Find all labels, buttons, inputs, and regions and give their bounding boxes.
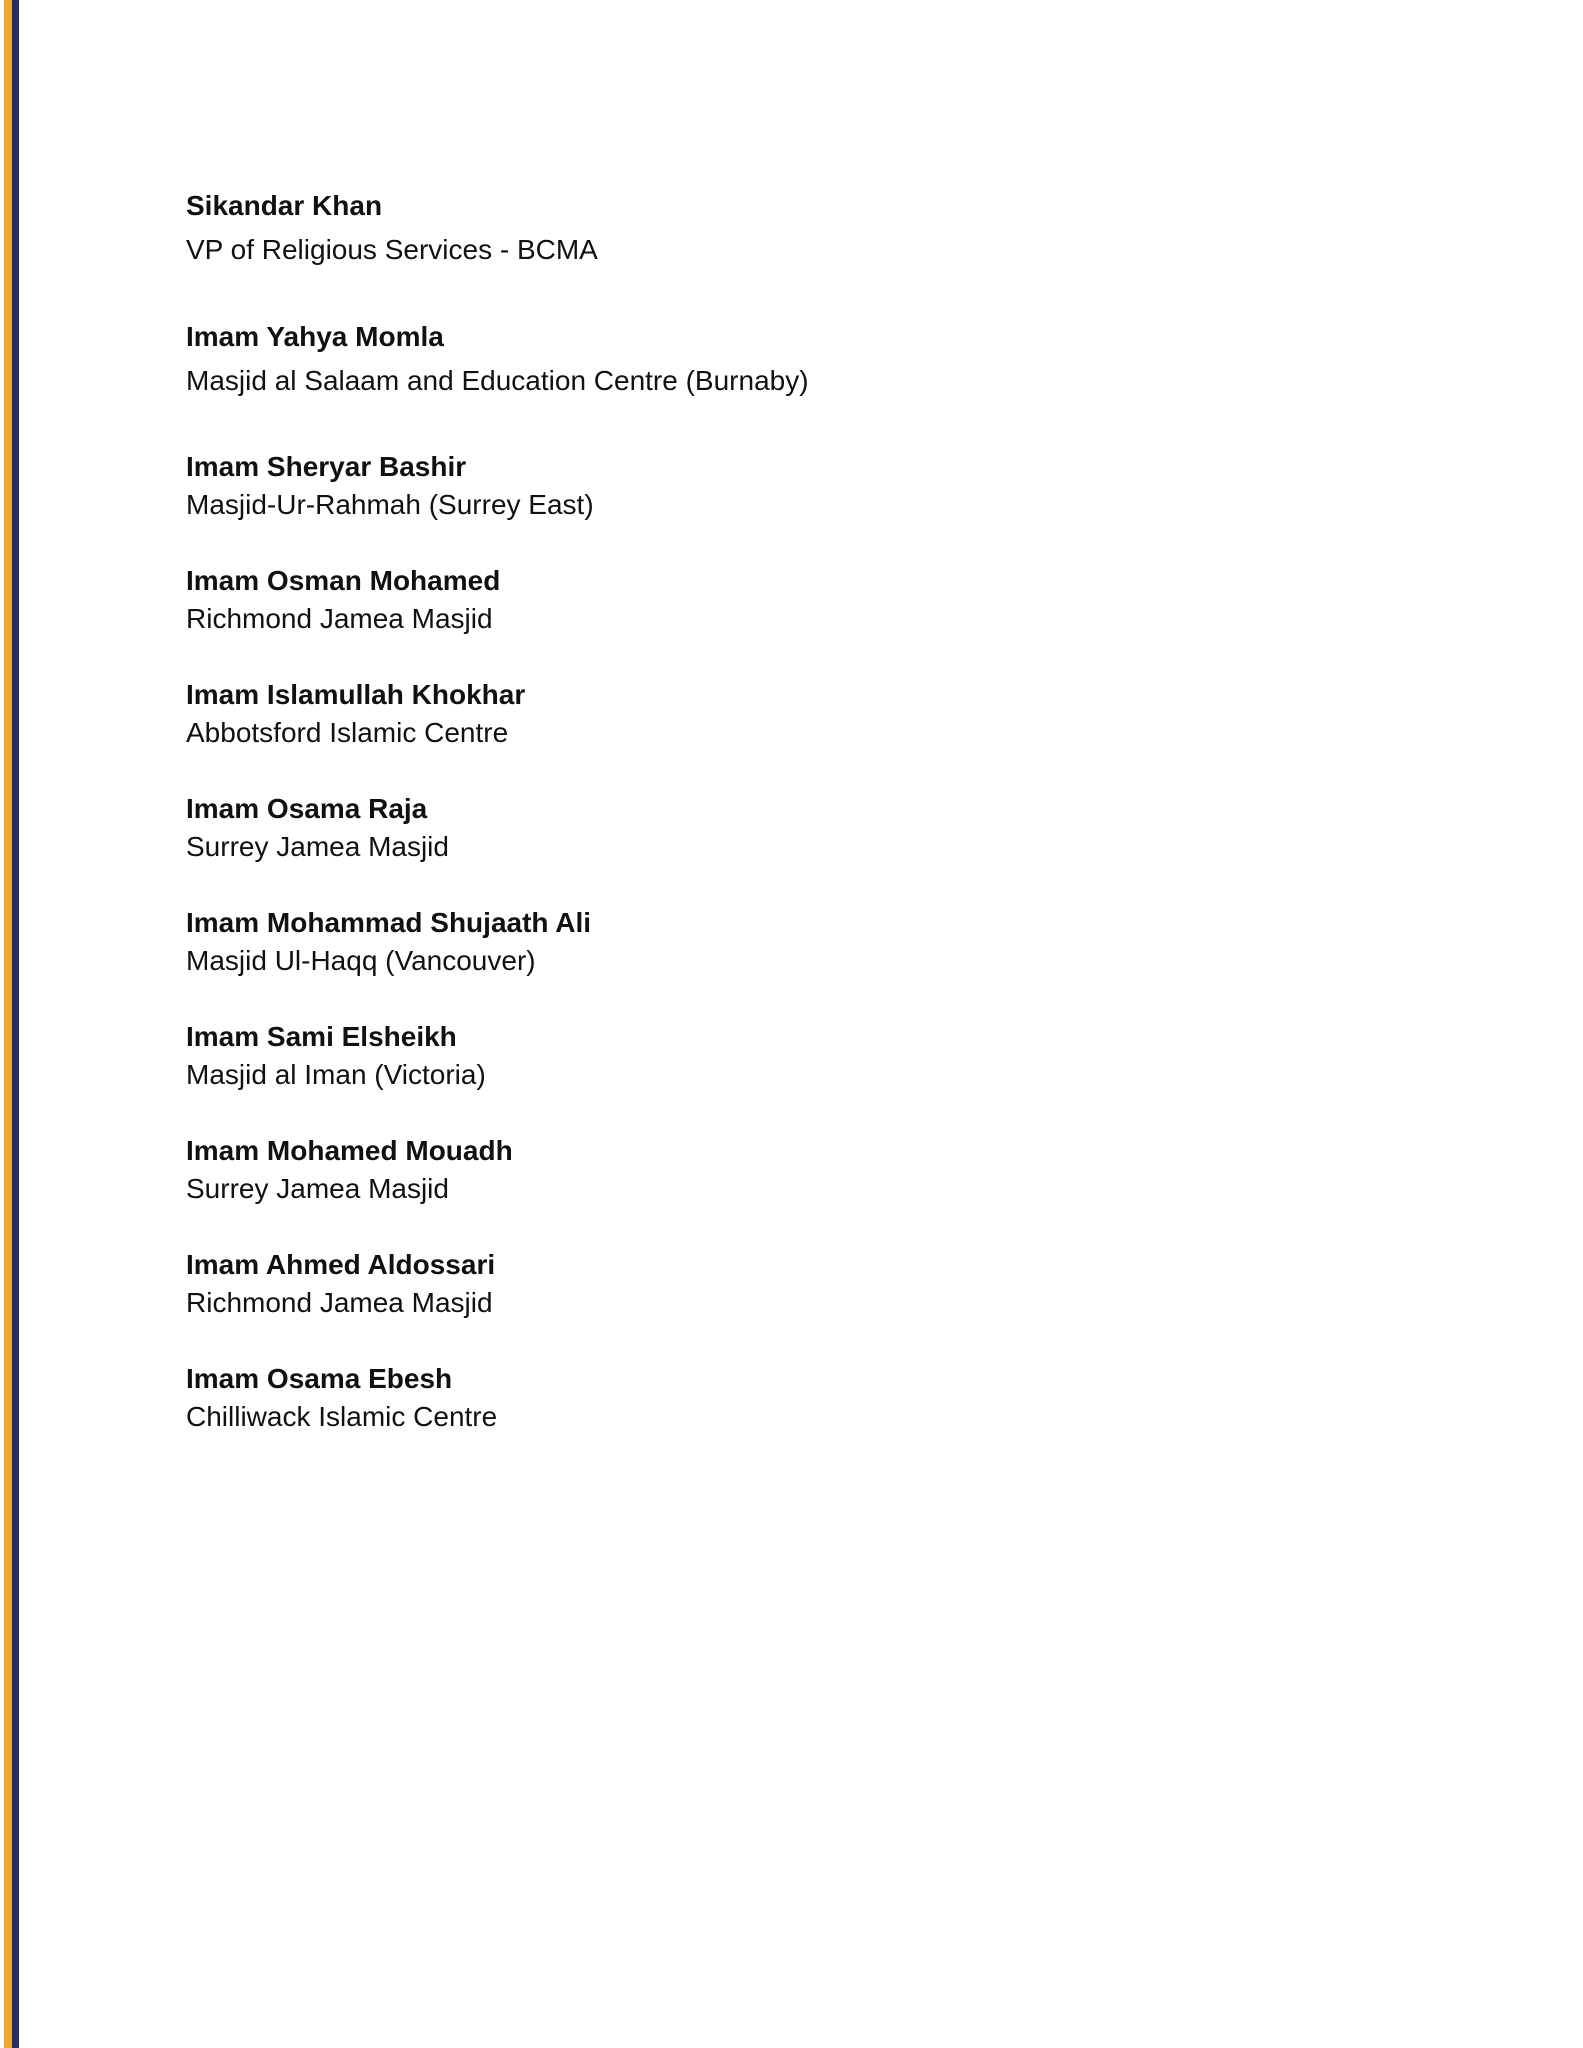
entry-affiliation: Surrey Jamea Masjid bbox=[186, 831, 449, 862]
entry-name: Imam Sheryar Bashir bbox=[186, 451, 467, 482]
entry-name: Imam Osman Mohamed bbox=[186, 565, 501, 596]
entry-name: Imam Osama Raja bbox=[186, 793, 428, 824]
entry-affiliation: Masjid-Ur-Rahmah (Surrey East) bbox=[186, 489, 594, 520]
entry bbox=[186, 319, 1186, 399]
entry bbox=[186, 188, 1186, 268]
entry-affiliation: Masjid al Salaam and Education Centre (Burnaby) bbox=[186, 365, 809, 396]
entry-affiliation: Richmond Jamea Masjid bbox=[186, 1287, 493, 1318]
entry-name: Imam Osama Ebesh bbox=[186, 1363, 453, 1394]
entry-name: Imam Yahya Momla bbox=[186, 321, 444, 352]
entry bbox=[186, 563, 1186, 637]
entry-affiliation: VP of Religious Services - BCMA bbox=[186, 234, 598, 265]
entry-name: Imam Ahmed Aldossari bbox=[186, 1249, 496, 1280]
entry bbox=[186, 1247, 1186, 1321]
entry-name: Imam Sami Elsheikh bbox=[186, 1021, 457, 1052]
entry bbox=[186, 1133, 1186, 1207]
entry bbox=[186, 1361, 1186, 1435]
entry bbox=[186, 791, 1186, 865]
entry-name: Sikandar Khan bbox=[186, 190, 383, 221]
entry-affiliation: Richmond Jamea Masjid bbox=[186, 603, 493, 634]
entry-name: Imam Mohammad Shujaath Ali bbox=[186, 907, 592, 938]
entry bbox=[186, 677, 1186, 751]
entry-name: Imam Mohamed Mouadh bbox=[186, 1135, 513, 1166]
entry-affiliation: Chilliwack Islamic Centre bbox=[186, 1401, 498, 1432]
left-border-stripe-orange bbox=[4, 0, 12, 2048]
entry-name: Imam Islamullah Khokhar bbox=[186, 679, 526, 710]
left-border-stripe-navy bbox=[12, 0, 19, 2048]
entry bbox=[186, 905, 1186, 979]
entry bbox=[186, 1019, 1186, 1093]
entry bbox=[186, 449, 1186, 523]
entry-affiliation: Abbotsford Islamic Centre bbox=[186, 717, 509, 748]
entry-affiliation: Surrey Jamea Masjid bbox=[186, 1173, 449, 1204]
entry-affiliation: Masjid Ul-Haqq (Vancouver) bbox=[186, 945, 536, 976]
entry-affiliation: Masjid al Iman (Victoria) bbox=[186, 1059, 486, 1090]
